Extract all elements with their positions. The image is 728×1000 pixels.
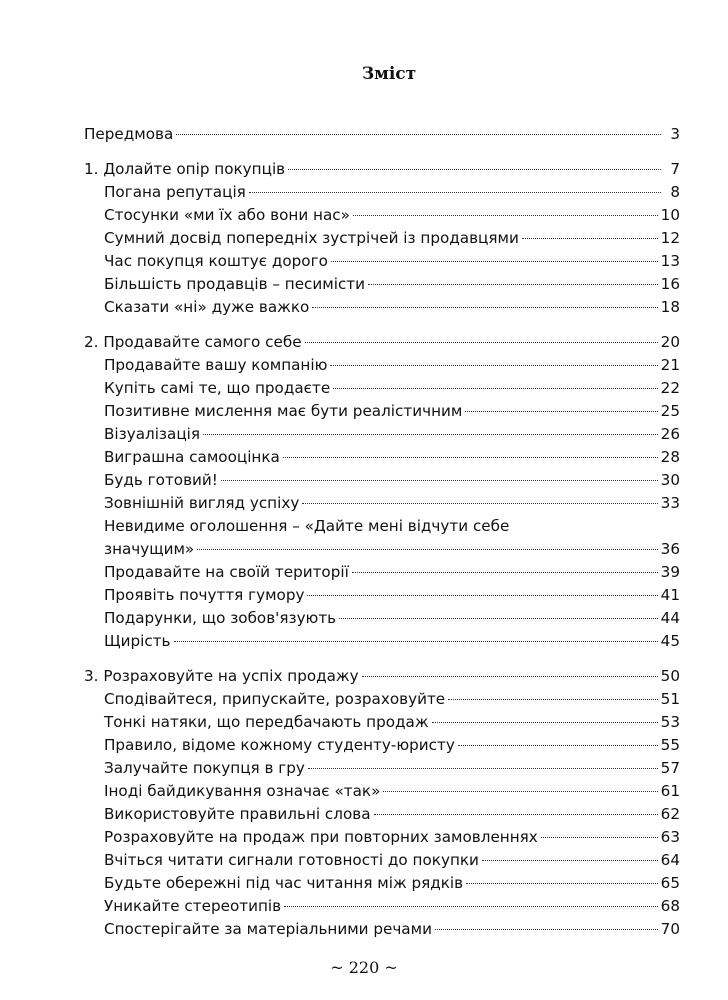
toc-entry-page-number: 70 bbox=[660, 920, 680, 938]
toc-entry-title: Уникайте стереотипів bbox=[104, 897, 282, 915]
toc-entry-page-number: 62 bbox=[660, 805, 680, 823]
dot-leader bbox=[465, 411, 657, 412]
dot-leader bbox=[302, 503, 657, 504]
toc-entry-page-number: 65 bbox=[660, 874, 680, 892]
toc-entry-title: Сподівайтеся, припускайте, розраховуйте bbox=[104, 690, 446, 708]
toc-chapter-entry[interactable] bbox=[84, 123, 680, 146]
toc-entry-page-number: 55 bbox=[660, 736, 680, 754]
toc-chapter-entry[interactable] bbox=[84, 665, 680, 688]
toc-entry-title: Більшість продавців – песимісти bbox=[104, 275, 366, 293]
dot-leader bbox=[221, 480, 658, 481]
toc-entry-page-number: 44 bbox=[660, 609, 680, 627]
toc-subentry[interactable] bbox=[84, 515, 680, 538]
toc-entry-page-number: 22 bbox=[660, 379, 680, 397]
toc-entry-title: Сумний досвід попередніх зустрічей із продавцями bbox=[104, 229, 519, 247]
toc-section bbox=[84, 331, 680, 653]
toc-entry-page-number: 50 bbox=[660, 667, 680, 685]
toc-chapter-entry[interactable] bbox=[84, 331, 680, 354]
toc-entry-title: Спостерігайте за матеріальними речами bbox=[104, 920, 432, 938]
toc-chapter-entry[interactable] bbox=[84, 158, 680, 181]
table-of-contents bbox=[84, 123, 680, 953]
toc-subentry[interactable] bbox=[84, 688, 680, 711]
toc-entry-title: Продавайте вашу компанію bbox=[104, 356, 328, 374]
dot-leader bbox=[448, 699, 658, 700]
toc-subentry[interactable] bbox=[84, 377, 680, 400]
dot-leader bbox=[197, 549, 657, 550]
toc-entry-page-number: 10 bbox=[660, 206, 680, 224]
toc-subentry[interactable] bbox=[84, 492, 680, 515]
toc-entry-title: Передмова bbox=[84, 125, 174, 143]
toc-subentry[interactable] bbox=[84, 227, 680, 250]
dot-leader bbox=[312, 307, 657, 308]
dot-leader bbox=[368, 284, 658, 285]
toc-entry-title: Проявіть почуття гумору bbox=[104, 586, 305, 604]
toc-entry-title: Продавайте на своїй території bbox=[104, 563, 349, 581]
toc-subentry[interactable] bbox=[84, 803, 680, 826]
toc-entry-title: Залучайте покупця в гру bbox=[104, 759, 305, 777]
toc-subentry[interactable] bbox=[84, 918, 680, 941]
toc-entry-page-number: 64 bbox=[660, 851, 680, 869]
dot-leader bbox=[374, 814, 658, 815]
toc-subentry[interactable] bbox=[84, 423, 680, 446]
toc-entry-title: Невидиме оголошення – «Дайте мені відчути себе bbox=[104, 517, 510, 535]
toc-entry-title: Візуалізація bbox=[104, 425, 201, 443]
page-number: ~ 220 ~ bbox=[330, 958, 398, 977]
toc-entry-title: Зовнішній вигляд успіху bbox=[104, 494, 300, 512]
toc-entry-page-number: 45 bbox=[660, 632, 680, 650]
dot-leader bbox=[522, 238, 658, 239]
toc-entry-page-number: 53 bbox=[660, 713, 680, 731]
toc-entry-page-number: 41 bbox=[660, 586, 680, 604]
toc-entry-page-number: 26 bbox=[660, 425, 680, 443]
toc-section bbox=[84, 158, 680, 319]
toc-entry-title: Купіть самі те, що продаєте bbox=[104, 379, 331, 397]
dot-leader bbox=[283, 457, 658, 458]
dot-leader bbox=[203, 434, 658, 435]
toc-entry-page-number: 16 bbox=[660, 275, 680, 293]
dot-leader bbox=[288, 169, 661, 170]
toc-entry-page-number: 68 bbox=[660, 897, 680, 915]
toc-subentry[interactable] bbox=[84, 273, 680, 296]
toc-entry-page-number: 8 bbox=[670, 183, 680, 201]
toc-entry-title: Погана репутація bbox=[104, 183, 246, 201]
dot-leader bbox=[352, 572, 658, 573]
toc-entry-title: Виграшна самооцінка bbox=[104, 448, 280, 466]
dot-leader bbox=[541, 837, 658, 838]
dot-leader bbox=[435, 929, 658, 930]
dot-leader bbox=[432, 722, 658, 723]
toc-subentry[interactable] bbox=[84, 561, 680, 584]
toc-entry-title: Стосунки «ми їх або вони нас» bbox=[104, 206, 350, 224]
toc-subentry[interactable] bbox=[84, 538, 680, 561]
toc-entry-title: 1. Долайте опір покупців bbox=[84, 160, 286, 178]
toc-section bbox=[84, 665, 680, 941]
dot-leader bbox=[307, 595, 657, 596]
toc-subentry[interactable] bbox=[84, 757, 680, 780]
dot-leader bbox=[333, 388, 657, 389]
toc-subentry[interactable] bbox=[84, 630, 680, 653]
toc-entry-page-number: 3 bbox=[670, 125, 680, 143]
dot-leader bbox=[458, 745, 658, 746]
toc-subentry[interactable] bbox=[84, 584, 680, 607]
toc-subentry[interactable] bbox=[84, 181, 680, 204]
toc-subentry[interactable] bbox=[84, 400, 680, 423]
toc-entry-page-number: 13 bbox=[660, 252, 680, 270]
toc-subentry[interactable] bbox=[84, 354, 680, 377]
dot-leader bbox=[330, 365, 657, 366]
toc-entry-page-number: 21 bbox=[660, 356, 680, 374]
dot-leader bbox=[284, 906, 658, 907]
toc-entry-title: Розраховуйте на продаж при повторних замовленнях bbox=[104, 828, 538, 846]
toc-subentry[interactable] bbox=[84, 895, 680, 918]
dot-leader bbox=[174, 641, 658, 642]
dot-leader bbox=[331, 261, 658, 262]
dot-leader bbox=[466, 883, 658, 884]
toc-entry-title: Щирість bbox=[104, 632, 171, 650]
toc-entry-page-number: 20 bbox=[660, 333, 680, 351]
toc-entry-title: Подарунки, що зобов'язують bbox=[104, 609, 337, 627]
dot-leader bbox=[308, 768, 658, 769]
toc-entry-page-number: 36 bbox=[660, 540, 680, 558]
toc-entry-page-number: 28 bbox=[660, 448, 680, 466]
toc-subentry[interactable] bbox=[84, 296, 680, 319]
toc-subentry[interactable] bbox=[84, 446, 680, 469]
toc-subentry[interactable] bbox=[84, 780, 680, 803]
toc-subentry[interactable] bbox=[84, 711, 680, 734]
toc-entry-title: Правило, відоме кожному студенту-юристу bbox=[104, 736, 455, 754]
toc-entry-page-number: 51 bbox=[660, 690, 680, 708]
toc-entry-title: 3. Розраховуйте на успіх продажу bbox=[84, 667, 359, 685]
dot-leader bbox=[482, 860, 658, 861]
dot-leader bbox=[176, 134, 661, 135]
toc-entry-page-number: 61 bbox=[660, 782, 680, 800]
toc-entry-title: Іноді байдикування означає «так» bbox=[104, 782, 381, 800]
toc-subentry[interactable] bbox=[84, 826, 680, 849]
dot-leader bbox=[305, 342, 658, 343]
toc-subentry[interactable] bbox=[84, 469, 680, 492]
dot-leader bbox=[339, 618, 658, 619]
toc-entry-page-number: 57 bbox=[660, 759, 680, 777]
toc-entry-title: Тонкі натяки, що передбачають продаж bbox=[104, 713, 429, 731]
toc-entry-page-number: 30 bbox=[660, 471, 680, 489]
dot-leader bbox=[353, 215, 658, 216]
toc-entry-page-number: 7 bbox=[670, 160, 680, 178]
dot-leader bbox=[383, 791, 657, 792]
toc-entry-title: Сказати «ні» дуже важко bbox=[104, 298, 310, 316]
toc-entry-page-number: 33 bbox=[660, 494, 680, 512]
toc-subentry[interactable] bbox=[84, 872, 680, 895]
toc-entry-title: 2. Продавайте самого себе bbox=[84, 333, 302, 351]
toc-subentry[interactable] bbox=[84, 734, 680, 757]
toc-entry-title: Час покупця коштує дорого bbox=[104, 252, 328, 270]
toc-subentry[interactable] bbox=[84, 607, 680, 630]
toc-entry-page-number: 25 bbox=[660, 402, 680, 420]
toc-entry-page-number: 63 bbox=[660, 828, 680, 846]
toc-subentry[interactable] bbox=[84, 204, 680, 227]
dot-leader bbox=[362, 676, 658, 677]
toc-entry-title: Використовуйте правильні слова bbox=[104, 805, 371, 823]
dot-leader bbox=[249, 192, 661, 193]
toc-section bbox=[84, 123, 680, 146]
toc-entry-title: значущим» bbox=[104, 540, 195, 558]
toc-entry-title: Вчіться читати сигнали готовності до покупки bbox=[104, 851, 479, 869]
toc-entry-page-number: 39 bbox=[660, 563, 680, 581]
toc-entry-page-number: 12 bbox=[660, 229, 680, 247]
toc-subentry[interactable] bbox=[84, 250, 680, 273]
page-title: Зміст bbox=[361, 64, 417, 84]
toc-entry-title: Позитивне мислення має бути реалістичним bbox=[104, 402, 463, 420]
toc-entry-page-number: 18 bbox=[660, 298, 680, 316]
toc-entry-title: Будь готовий! bbox=[104, 471, 218, 489]
toc-entry-title: Будьте обережні під час читання між рядків bbox=[104, 874, 464, 892]
toc-subentry[interactable] bbox=[84, 849, 680, 872]
